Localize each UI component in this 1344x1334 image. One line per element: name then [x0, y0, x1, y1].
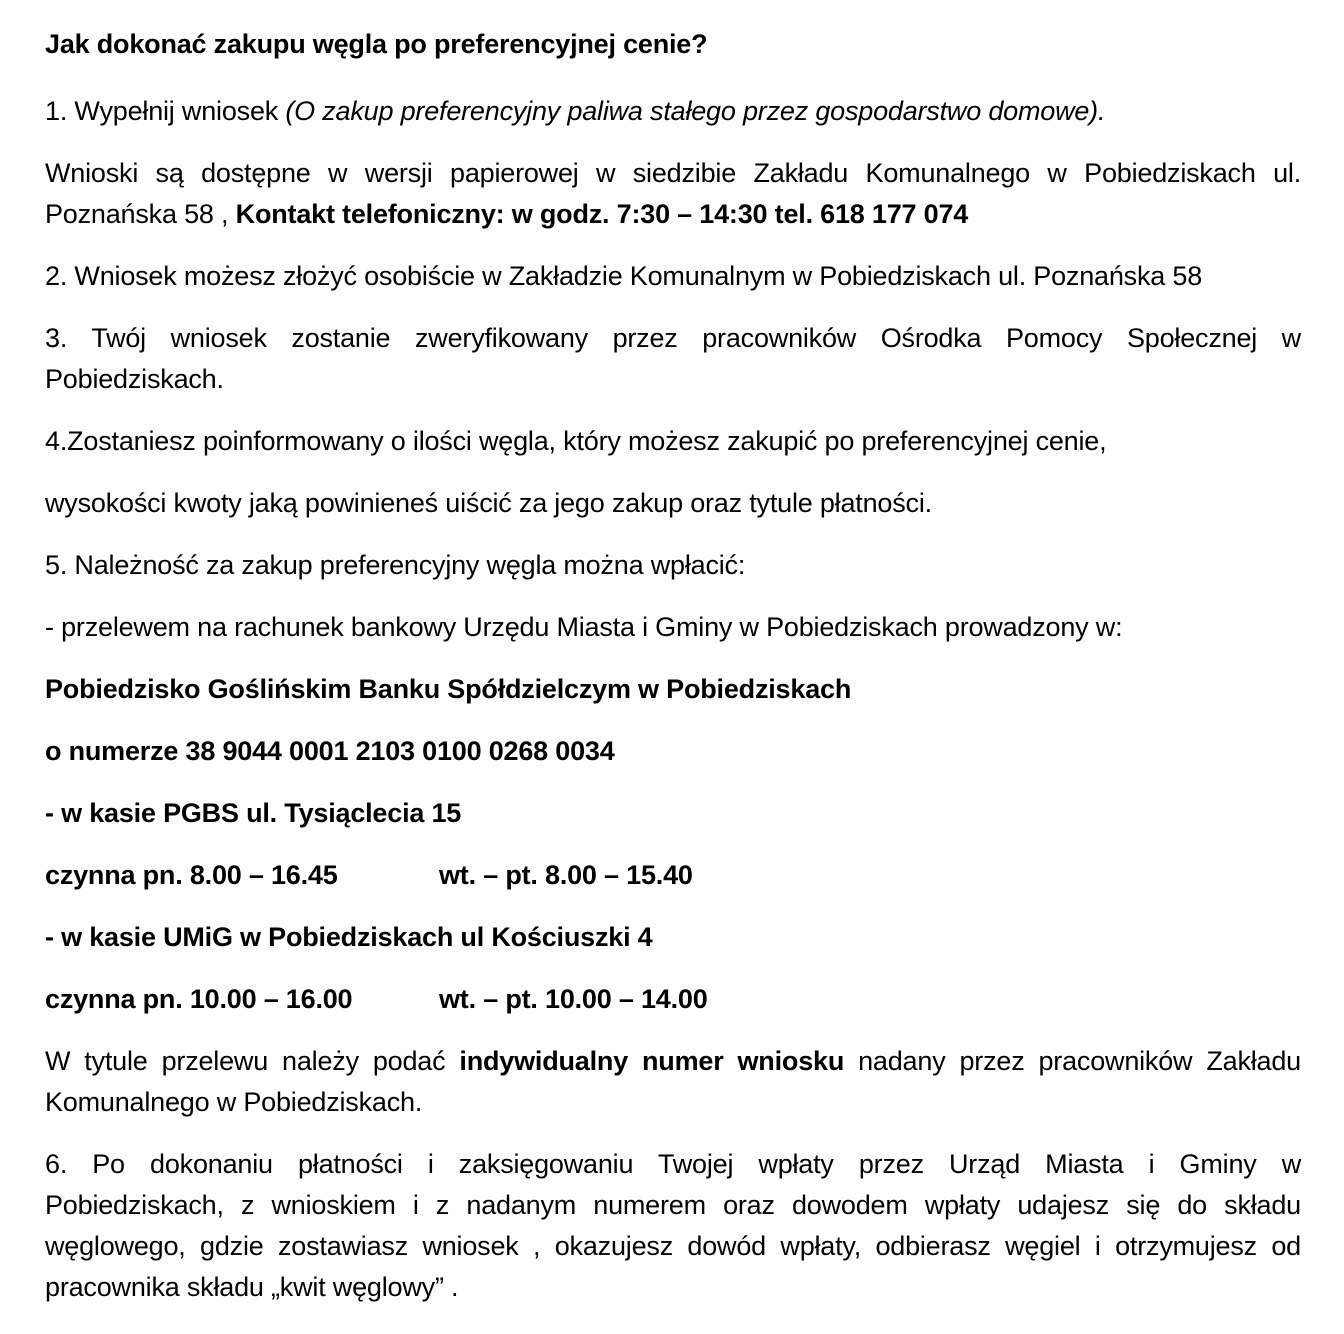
text-segment: - w kasie PGBS ul. Tysiąclecia 15 [45, 798, 462, 828]
text-line [45, 421, 1301, 462]
text-segment: W tytule przelewu należy podać [45, 1046, 460, 1076]
text-line [45, 91, 1301, 132]
text-segment: - przelewem na rachunek bankowy Urzędu Miasta i Gminy w Pobiedziskach prowadzony w: [45, 612, 1123, 642]
paragraph-cashier-pgbs [45, 793, 1301, 834]
text-segment: wysokości kwoty jaką powinieneś uiścić za jego zakup oraz tytule płatności. [45, 488, 932, 518]
text-segment: czynna pn. 10.00 – 16.00 [45, 984, 353, 1014]
text-line [45, 1226, 1301, 1267]
text-segment: wt. – pt. 8.00 – 15.40 [439, 860, 693, 890]
text-segment: Kontakt telefoniczny: w godz. 7:30 – 14:30 tel. 618 177 074 [235, 199, 969, 229]
text-segment: 4.Zostaniesz poinformowany o ilości węgla, który możesz zakupić po preferencyjnej cenie, [45, 426, 1107, 456]
text-segment: Pobiedziskach. [45, 364, 224, 394]
text-line [45, 1185, 1301, 1226]
text-segment: pracownika składu „kwit węglowy” . [45, 1272, 459, 1302]
text-line [45, 545, 1301, 586]
paragraph-step-1 [45, 91, 1301, 132]
paragraph-step-3 [45, 318, 1301, 400]
text-line [45, 1041, 1301, 1082]
text-line [45, 1144, 1301, 1185]
document-body [45, 24, 1301, 1329]
text-line [45, 731, 1301, 772]
text-segment: wt. – pt. 10.00 – 14.00 [439, 984, 708, 1014]
text-segment: Pobiedziskach, z wnioskiem i z nadanym numerem oraz dowodem wpłaty udajesz się do składu [45, 1190, 1301, 1220]
text-line [45, 979, 1301, 1020]
text-segment: Wnioski są dostępne w wersji papierowej w siedzibie Zakładu Komunalnego w Pobiedziskach ul. [45, 158, 1301, 188]
text-segment: 3. Twój wniosek zostanie zweryfikowany przez pracowników Ośrodka Pomocy Społecznej w [45, 323, 1301, 353]
text-line [45, 24, 1301, 65]
text-line [45, 359, 1301, 400]
paragraph-pgbs-hours [45, 855, 1301, 896]
text-segment: 2. Wniosek możesz złożyć osobiście w Zakładzie Komunalnym w Pobiedziskach ul. Poznańska 58 [45, 261, 1203, 291]
text-segment: 5. Należność za zakup preferencyjny węgla można wpłacić: [45, 550, 746, 580]
text-segment: (O zakup preferencyjny paliwa stałego przez gospodarstwo domowe). [285, 96, 1106, 126]
paragraph-payment-transfer [45, 607, 1301, 648]
text-segment: o numerze 38 9044 0001 2103 0100 0268 0034 [45, 736, 615, 766]
text-segment: Komunalnego w Pobiedziskach. [45, 1087, 423, 1117]
text-segment: nadany przez pracowników Zakładu [844, 1046, 1301, 1076]
text-line [45, 669, 1301, 710]
text-segment: węglowego, gdzie zostawiasz wniosek , okazujesz dowód wpłaty, odbierasz węgiel i otrzymujesz od [45, 1231, 1301, 1261]
text-segment: Pobiedzisko Goślińskim Banku Spółdzielczym w Pobiedziskach [45, 674, 852, 704]
text-line [45, 194, 1301, 235]
text-line [45, 1267, 1301, 1308]
paragraph-availability-info [45, 153, 1301, 235]
text-line [45, 855, 1301, 896]
text-line [45, 483, 1301, 524]
text-line [45, 318, 1301, 359]
paragraph-step-5 [45, 545, 1301, 586]
text-segment: czynna pn. 8.00 – 16.45 [45, 860, 338, 890]
paragraph-step-4b [45, 483, 1301, 524]
text-line [45, 607, 1301, 648]
text-segment: Poznańska 58 , [45, 199, 236, 229]
paragraph-cashier-umig [45, 917, 1301, 958]
paragraph-step-6 [45, 1144, 1301, 1308]
text-line [45, 1082, 1301, 1123]
text-line [45, 793, 1301, 834]
paragraph-step-4a [45, 421, 1301, 462]
document-heading-text: Jak dokonać zakupu węgla po preferencyjnej cenie? [45, 29, 708, 59]
paragraph-umig-hours [45, 979, 1301, 1020]
text-line [45, 256, 1301, 297]
text-segment: 6. Po dokonaniu płatności i zaksięgowaniu Twojej wpłaty przez Urząd Miasta i Gminy w [45, 1149, 1301, 1179]
paragraph-bank-name [45, 669, 1301, 710]
paragraph-step-2 [45, 256, 1301, 297]
text-line [45, 153, 1301, 194]
text-line [45, 917, 1301, 958]
paragraph-account-number [45, 731, 1301, 772]
text-segment: indywidualny numer wniosku [459, 1046, 845, 1076]
paragraph-heading [45, 24, 1301, 65]
text-segment: 1. Wypełnij wniosek [45, 96, 286, 126]
text-segment: - w kasie UMiG w Pobiedziskach ul Kościuszki 4 [45, 922, 653, 952]
paragraph-transfer-title-note [45, 1041, 1301, 1123]
